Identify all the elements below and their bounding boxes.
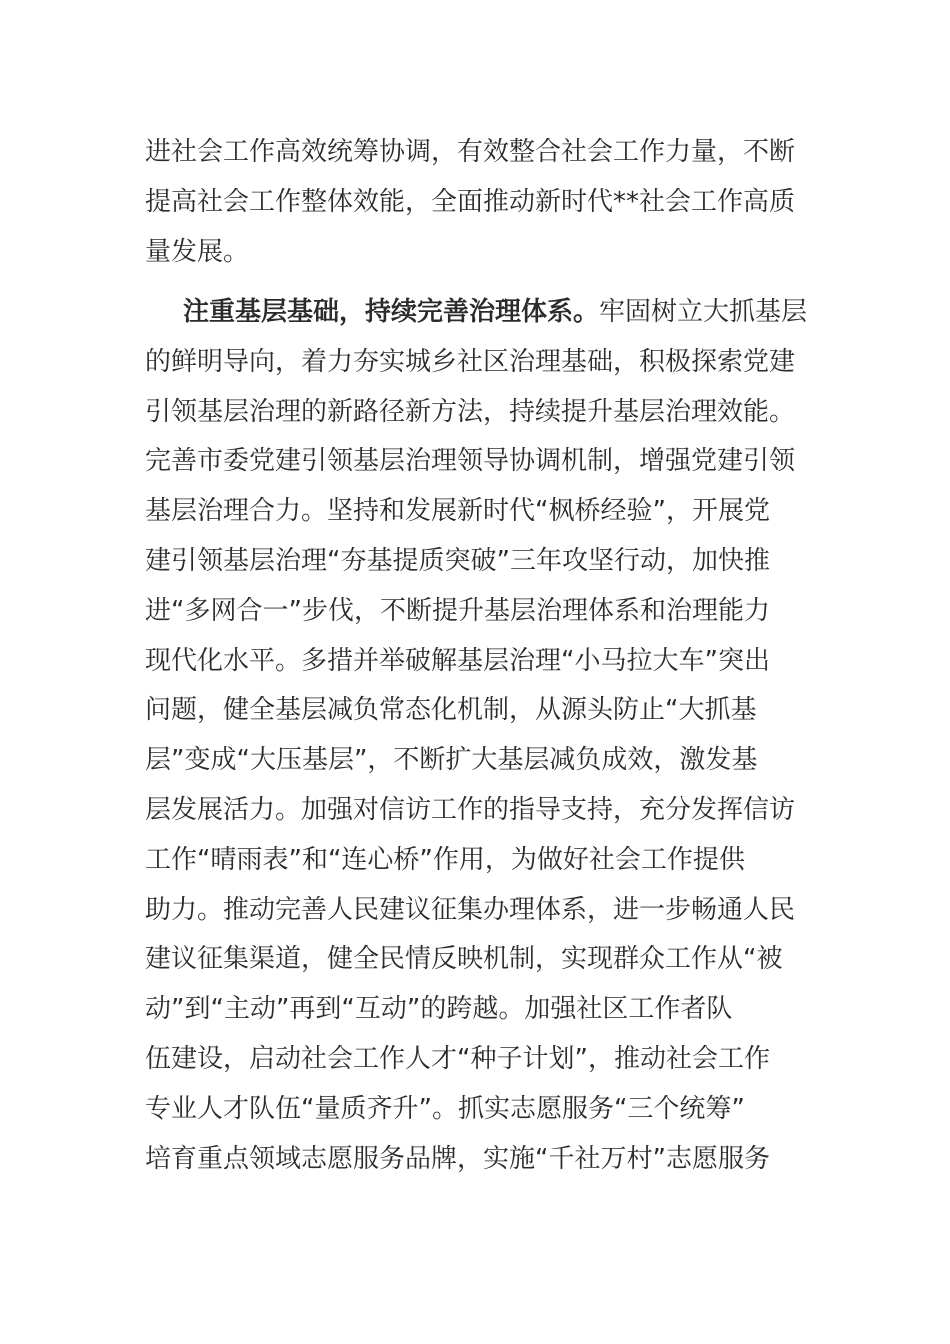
paragraph-line: 专业人才队伍“量质齐升”。抓实志愿服务“三个统筹”	[145, 1093, 745, 1124]
paragraph-line: 完善市委党建引领基层治理领导协调机制，增强党建引领	[145, 446, 796, 477]
paragraph-first-line	[145, 288, 810, 338]
paragraph-line: 现代化水平。多措并举破解基层治理“小马拉大车”突出	[145, 645, 770, 676]
paragraph-line: 伍建设，启动社会工作人才“种子计划”，推动社会工作	[145, 1043, 770, 1074]
paragraph-line: 的鲜明导向，着力夯实城乡社区治理基础，积极探索党建	[145, 346, 796, 377]
paragraph-line: 建引领基层治理“夯基提质突破”三年攻坚行动，加快推	[145, 545, 770, 576]
paragraph-line: 层发展活力。加强对信访工作的指导支持，充分发挥信访	[145, 794, 796, 825]
paragraph-line: 层”变成“大压基层”，不断扩大基层减负成效，激发基	[145, 745, 758, 776]
paragraph-line: 进社会工作高效统筹协调，有效整合社会工作力量，不断	[145, 137, 796, 167]
paragraph-line: 进“多网合一”步伐，不断提升基层治理体系和治理能力	[145, 595, 770, 626]
paragraph-line: 动”到“主动”再到“互动”的跨越。加强社区工作者队	[145, 994, 733, 1025]
paragraph-heading: 注重基层基础，持续完善治理体系。	[183, 297, 600, 327]
paragraph-line: 引领基层治理的新路径新方法，持续提升基层治理效能。	[145, 396, 796, 427]
paragraph-line: 提高社会工作整体效能，全面推动新时代**社会工作高质	[145, 186, 796, 217]
paragraph-2	[145, 288, 810, 1184]
paragraph-line: 工作“晴雨表”和“连心桥”作用，为做好社会工作提供	[145, 844, 745, 875]
paragraph-line: 建议征集渠道，健全民情反映机制，实现群众工作从“被	[145, 944, 783, 975]
paragraph-line: 基层治理合力。坚持和发展新时代“枫桥经验”，开展党	[145, 496, 770, 527]
paragraph-line: 问题，健全基层减负常态化机制，从源头防止“大抓基	[145, 695, 757, 726]
paragraph-line: 助力。推动完善人民建议征集办理体系，进一步畅通人民	[145, 894, 796, 925]
paragraph-line: 培育重点领域志愿服务品牌，实施“千社万村”志愿服务	[145, 1143, 770, 1174]
paragraph-first-line-text: 牢固树立大抓基层	[599, 297, 808, 327]
paragraph-line: 量发展。	[145, 236, 250, 267]
paragraph-1	[145, 128, 810, 277]
